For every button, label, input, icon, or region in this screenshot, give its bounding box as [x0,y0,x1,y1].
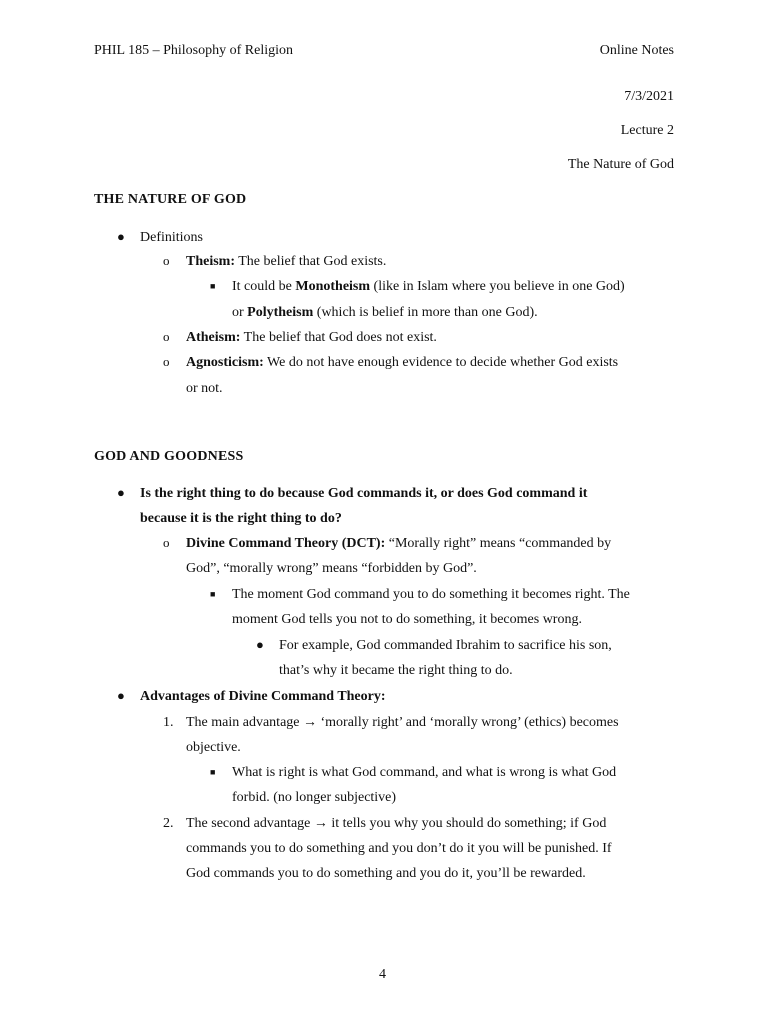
square-bullet: ■ [210,767,216,777]
euthyphro-question-line1: Is the right thing to do because God commands it, or does God command it [140,486,588,501]
advantage1-line1: The main advantage → ‘morally right’ and ‘morally wrong’ (ethics) becomes [186,715,619,730]
circle-bullet: o [163,253,170,268]
dct-definition-line2: God”, “morally wrong” means “forbidden by God”. [186,561,477,576]
circle-bullet: o [163,535,170,550]
definitions-label: Definitions [140,230,203,245]
list-number-1: 1. [163,715,174,730]
disc-bullet: ● [117,485,125,500]
disc-bullet: ● [256,637,264,652]
date: 7/3/2021 [624,89,674,104]
dct-subpoint-line2: moment God tells you not to do something, it becomes wrong. [232,612,582,627]
theism-subpoint-line1: It could be Monotheism (like in Islam where you believe in one God) [232,279,625,294]
course-title: PHIL 185 – Philosophy of Religion [94,43,293,58]
theism-line: Theism: The belief that God exists. [186,254,387,269]
example-line1: For example, God commanded Ibrahim to sacrifice his son, [279,638,612,653]
theism-subpoint-line2: or Polytheism (which is belief in more than one God). [232,305,538,320]
agnosticism-line2: or not. [186,381,223,396]
advantage1-subpoint-line2: forbid. (no longer subjective) [232,790,397,805]
advantage1-subpoint-line1: What is right is what God command, and what is wrong is what God [232,765,617,780]
circle-bullet: o [163,354,170,369]
list-number-2: 2. [163,816,174,831]
advantage2-line2: commands you to do something and you don’t do it you will be punished. If [186,841,612,856]
euthyphro-question-line2: because it is the right thing to do? [140,511,342,526]
notes-label: Online Notes [599,43,674,58]
section-heading-goodness: GOD AND GOODNESS [94,449,244,464]
agnosticism-line1: Agnosticism: We do not have enough evidence to decide whether God exists [186,355,619,370]
lecture-number: Lecture 2 [620,123,674,138]
square-bullet: ■ [210,589,216,599]
section-heading-nature: THE NATURE OF GOD [94,192,247,207]
advantage1-line2: objective. [186,740,241,755]
circle-bullet: o [163,329,170,344]
dct-definition-line1: Divine Command Theory (DCT): “Morally right” means “commanded by [186,536,612,551]
dct-subpoint-line1: The moment God command you to do something it becomes right. The [232,587,630,602]
square-bullet: ■ [210,281,216,291]
topic-title: The Nature of God [567,157,674,172]
example-line2: that’s why it became the right thing to do. [279,663,513,678]
disc-bullet: ● [117,688,125,703]
disc-bullet: ● [117,229,125,244]
atheism-line: Atheism: The belief that God does not exist. [186,330,437,345]
page-number: 4 [379,967,386,982]
advantage2-line1: The second advantage → it tells you why you should do something; if God [186,816,607,831]
advantage2-line3: God commands you to do something and you do it, you’ll be rewarded. [186,866,586,881]
advantages-heading: Advantages of Divine Command Theory: [140,689,386,704]
